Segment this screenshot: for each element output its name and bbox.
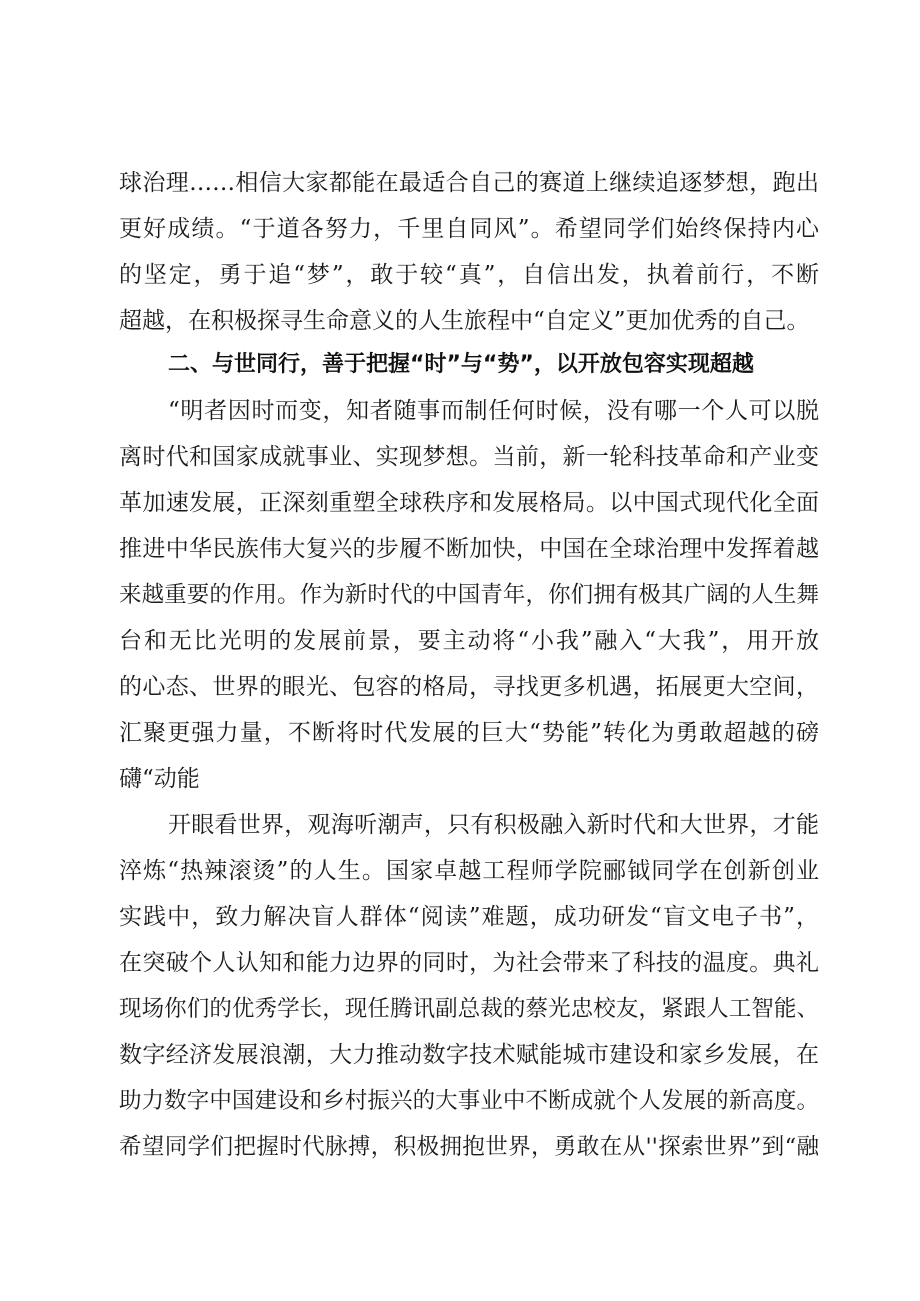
paragraph-3-line-6: 数字经济发展浪潮，大力推动数字技术赋能城市建设和家乡发展，在 [119, 1042, 819, 1068]
paragraph-1-line-4: 超越，在积极探寻生命意义的人生旅程中“自定义”更加优秀的自己。 [119, 308, 810, 334]
paragraph-1-line-2: 更好成绩。“于道各努力，千里自同风”。希望同学们始终保持内心 [119, 216, 819, 242]
paragraph-1-line-3: 的坚定，勇于追“梦”，敢于较“真”，自信出发，执着前行，不断 [119, 262, 819, 288]
paragraph-3-line-5: 现场你们的优秀学长，现任腾讯副总裁的蔡光忠校友，紧跟人工智能、 [119, 996, 819, 1022]
paragraph-2-line-1: “明者因时而变，知者随事而制任何时候，没有哪一个人可以脱 [168, 398, 819, 424]
paragraph-3-line-1: 开眼看世界，观海听潮声，只有积极融入新时代和大世界，才能 [168, 812, 819, 838]
paragraph-1-line-1: 球治理……相信大家都能在最适合自己的赛道上继续追逐梦想，跑出 [119, 170, 819, 196]
section-heading: 二、与世同行，善于把握“时”与“势”，以开放包容实现超越 [168, 352, 754, 377]
paragraph-3-line-7: 助力数字中国建设和乡村振兴的大事业中不断成就个人发展的新高度。 [119, 1088, 819, 1114]
paragraph-2-line-7: 的心态、世界的眼光、包容的格局，寻找更多机遇，拓展更大空间， [119, 674, 819, 700]
paragraph-2-line-9: 礴“动能 [119, 766, 200, 792]
paragraph-2-line-5: 来越重要的作用。作为新时代的中国青年，你们拥有极其广阔的人生舞 [119, 582, 819, 608]
paragraph-3-line-4: 在突破个人认知和能力边界的同时，为社会带来了科技的温度。典礼 [119, 950, 819, 976]
paragraph-3-line-8: 希望同学们把握时代脉搏，积极拥抱世界，勇敢在从''探索世界”到“融 [119, 1134, 819, 1160]
paragraph-2-line-2: 离时代和国家成就事业、实现梦想。当前，新一轮科技革命和产业变 [119, 444, 819, 470]
paragraph-2-line-6: 台和无比光明的发展前景，要主动将“小我”融入“大我”，用开放 [119, 628, 819, 654]
paragraph-3-line-3: 实践中，致力解决盲人群体“阅读”难题，成功研发“盲文电子书”， [119, 904, 819, 930]
paragraph-3-line-2: 淬炼“热辣滚烫”的人生。国家卓越工程师学院郦钺同学在创新创业 [119, 858, 819, 884]
paragraph-2-line-3: 革加速发展，正深刻重塑全球秩序和发展格局。以中国式现代化全面 [119, 490, 819, 516]
paragraph-2-line-4: 推进中华民族伟大复兴的步履不断加快，中国在全球治理中发挥着越 [119, 536, 819, 562]
paragraph-2-line-8: 汇聚更强力量，不断将时代发展的巨大“势能”转化为勇敢超越的磅 [119, 720, 819, 746]
